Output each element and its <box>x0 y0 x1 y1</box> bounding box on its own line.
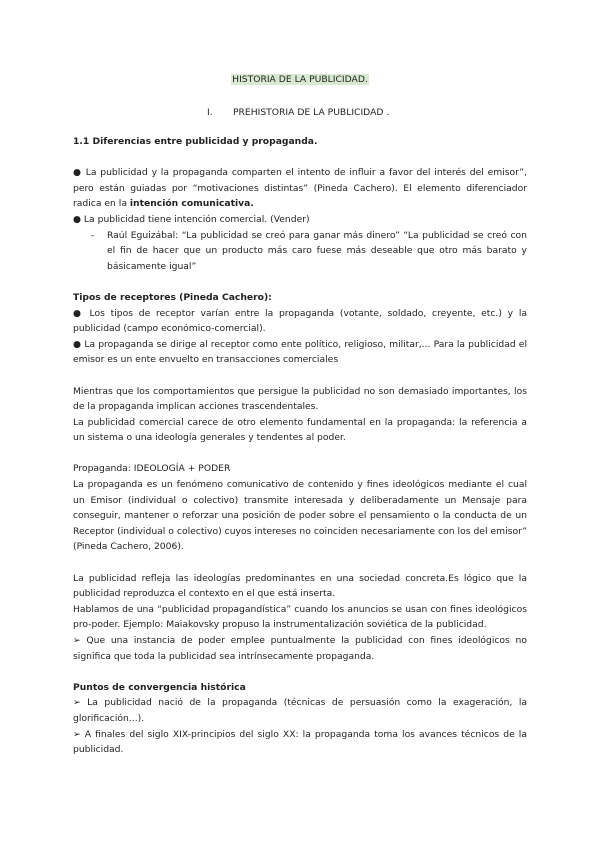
subheading-diferencias: 1.1 Diferencias entre publicidad y propaganda. <box>73 136 318 147</box>
document-body <box>73 134 527 758</box>
quote-text: Raúl Eguizábal: “La publicidad se creó para ganar más dinero” “La publicidad se creó con el fin de hacer que un producto más caro fuese más deseable que otro más barato y básicamente igual” <box>107 229 527 272</box>
dash-bullet: - <box>91 229 95 241</box>
paragraph-7: La publicidad comercial carece de otro elemento fundamental en la propaganda: la referencia a un sistema o una ideología generales y tendentes al poder. <box>73 416 527 444</box>
paragraph-1-text: ● La publicidad y la propaganda comparten el intento de influir a favor del interés del emisor”, pero están guiadas por “motivaciones distintas” (Pineda Cachero). El elemento diferenciador radica en la <box>73 167 527 210</box>
paragraph-8: Propaganda: IDEOLOGÍA + PODER <box>73 463 231 475</box>
subheading-tipos: Tipos de receptores (Pineda Cachero): <box>73 291 272 303</box>
paragraph-9: La propaganda es un fenómeno comunicativo de contenido y fines ideológicos mediante el cual un Emisor (individual o colectivo) transmite interesada y deliberadamente un Mensaje para conseguir, mantener o reforzar una posición de poder sobre el pensamiento o la conducta de un Receptor (individual o colectivo) cuyos intereses no coinciden necesariamente con los del emisor” (Pineda Cachero, 2006). <box>73 479 527 553</box>
paragraph-12: ➢ Que una instancia de poder emplee puntualmente la publicidad con fines ideológicos no significa que toda la publicidad sea intrínsecamente propaganda. <box>73 635 527 662</box>
paragraph-1-bold: intención comunicativa. <box>129 198 254 210</box>
paragraph-11: Hablamos de una “publicidad propagandística” cuando los anuncios se usan con fines ideológicos pro-poder. Ejemplo: Maiakovsky propuso la instrumentalización soviética de la publicidad. <box>73 603 527 631</box>
section-heading <box>207 105 507 121</box>
paragraph-5: ● La propaganda se dirige al receptor como ente político, religioso, militar,... Para la publicidad el emisor es un ente envuelto en transacciones comerciales <box>73 338 527 366</box>
paragraph-1 <box>73 165 527 212</box>
paragraph-10: La publicidad refleja las ideologías predominantes en una sociedad concreta.Es lógico que la publicidad reproduzca el contexto en el que está inserta. <box>73 572 527 600</box>
document-title <box>0 72 600 88</box>
paragraph-2: ● La publicidad tiene intención comercial. (Vender) <box>73 213 310 225</box>
paragraph-6: Mientras que los comportamientos que persigue la publicidad no son demasiado importantes, los de la propaganda implican acciones trascendentales. <box>73 385 527 413</box>
section-label: PREHISTORIA DE LA PUBLICIDAD . <box>233 107 390 118</box>
subheading-puntos: Puntos de convergencia histórica <box>73 681 246 693</box>
paragraph-14: ➢ A finales del siglo XIX-principios del siglo XX: la propaganda toma los avances técnicos de la publicidad. <box>73 728 527 756</box>
title-text: HISTORIA DE LA PUBLICIDAD. <box>232 74 368 85</box>
quote-item <box>91 228 527 275</box>
section-number: I. <box>207 107 213 118</box>
paragraph-4: ● Los tipos de receptor varían entre la propaganda (votante, soldado, creyente, etc.) y la publicidad (campo económico-comercial). <box>73 307 527 335</box>
paragraph-13: ➢ La publicidad nació de la propaganda (técnicas de persuasión como la exageración, la glorificación...). <box>73 697 527 724</box>
